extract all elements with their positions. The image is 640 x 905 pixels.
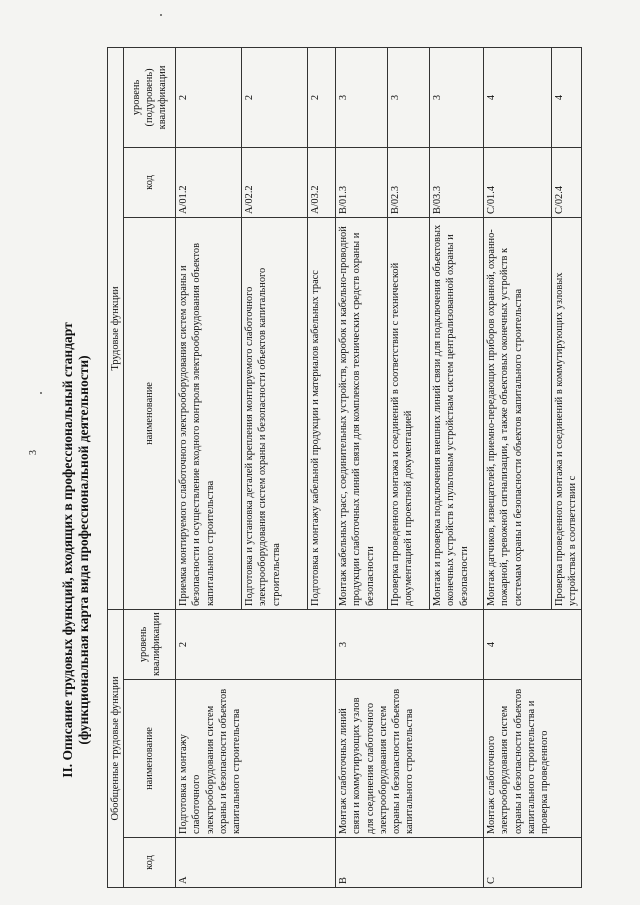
function-code: B/03.3 [430, 147, 484, 217]
functional-map-table [107, 47, 582, 888]
function-level: 4 [484, 47, 552, 147]
page-number: 3 [28, 450, 39, 455]
gtf-name-a: Подготовка к монтажу слаботочного электрооборудования систем охраны и безопасности объектов капитального строительства [176, 680, 336, 838]
gtf-code-c: C [484, 838, 581, 888]
function-name: Подготовка к монтажу кабельной продукции и материалов кабельных трасс [308, 217, 336, 609]
table-row [484, 47, 552, 887]
function-code: B/01.3 [336, 147, 388, 217]
function-code: C/01.4 [484, 147, 552, 217]
gtf-level-a: 2 [176, 609, 336, 679]
function-name: Монтаж кабельных трасс, соединительных устройств, коробок и кабельно-проводной продукции слаботочных линий связи для комплексов технических средств охраны и безопасности [336, 217, 388, 609]
col-header-function-name: наименование [124, 217, 176, 609]
function-code: B/02.3 [388, 147, 430, 217]
table-group-header-row [108, 47, 124, 887]
function-level: 3 [388, 47, 430, 147]
gtf-code-b: B [336, 838, 484, 888]
function-code: A/03.2 [308, 147, 336, 217]
function-code: A/01.2 [176, 147, 242, 217]
function-name: Монтаж датчиков, извещателей, приемно-передающих приборов охранной, охранно-пожарной, тревожной сигнализации, а также объектовых оконечных устройств к системам охраны и безопасности объектов капитального строительства [484, 217, 552, 609]
function-level: 3 [430, 47, 484, 147]
header-labor-functions: Трудовые функции [108, 47, 124, 609]
function-level: 2 [242, 47, 308, 147]
function-level: 3 [336, 47, 388, 147]
functional-map-table-container [107, 48, 582, 888]
col-header-name: наименование [124, 680, 176, 838]
function-name: Проверка проведенного монтажа и соединений в соответствии с технической документацией и проектной документацией [388, 217, 430, 609]
title-line-1: II. Описание трудовых функций, входящих в профессиональный стандарт [60, 322, 75, 778]
header-generalized-functions: Обобщенные трудовые функции [108, 609, 124, 887]
function-code: C/02.4 [552, 147, 581, 217]
table-row [176, 47, 242, 887]
function-code: A/02.2 [242, 147, 308, 217]
gtf-level-c: 4 [484, 609, 581, 679]
title-line-2: (функциональная карта вида профессиональной деятельности) [76, 355, 91, 745]
page-title [60, 200, 92, 900]
gtf-code-a: A [176, 838, 336, 888]
function-level: 4 [552, 47, 581, 147]
speck-mark [40, 392, 42, 394]
col-header-level: уровень квалификации [124, 609, 176, 679]
gtf-level-b: 3 [336, 609, 484, 679]
table-row [336, 47, 388, 887]
gtf-name-c: Монтаж слаботочного электрооборудования систем охраны и безопасности объектов капитального строительства и проверка проведенного [484, 680, 581, 838]
col-header-code: код [124, 838, 176, 888]
function-level: 2 [176, 47, 242, 147]
function-name: Подготовка и установка деталей крепления монтируемого слаботочного электрооборудования систем охраны и безопасности объектов капитального строительства [242, 217, 308, 609]
function-level: 2 [308, 47, 336, 147]
col-header-sublevel: уровень (подуровень) квалификации [124, 47, 176, 147]
function-name: Проверка проведенного монтажа и соединений в коммутирующих узловых устройствах в соответствии с [552, 217, 581, 609]
speck-mark [160, 14, 162, 16]
function-name: Монтаж и проверка подключения внешних линий связи для подключения объектовых оконечных устройств к пультовым устройствам систем централизованной охраны и безопасности [430, 217, 484, 609]
table-column-header-row [124, 47, 176, 887]
col-header-function-code: код [124, 147, 176, 217]
gtf-name-b: Монтаж слаботочных линий связи и коммутирующих узлов для соединения слаботочного электрооборудования систем охраны и безопасности объектов капитального строительства [336, 680, 484, 838]
function-name: Приемка монтируемого слаботочного электрооборудования систем охраны и безопасности и осуществление входного контроля электрооборудования объектов капитального строительства [176, 217, 242, 609]
